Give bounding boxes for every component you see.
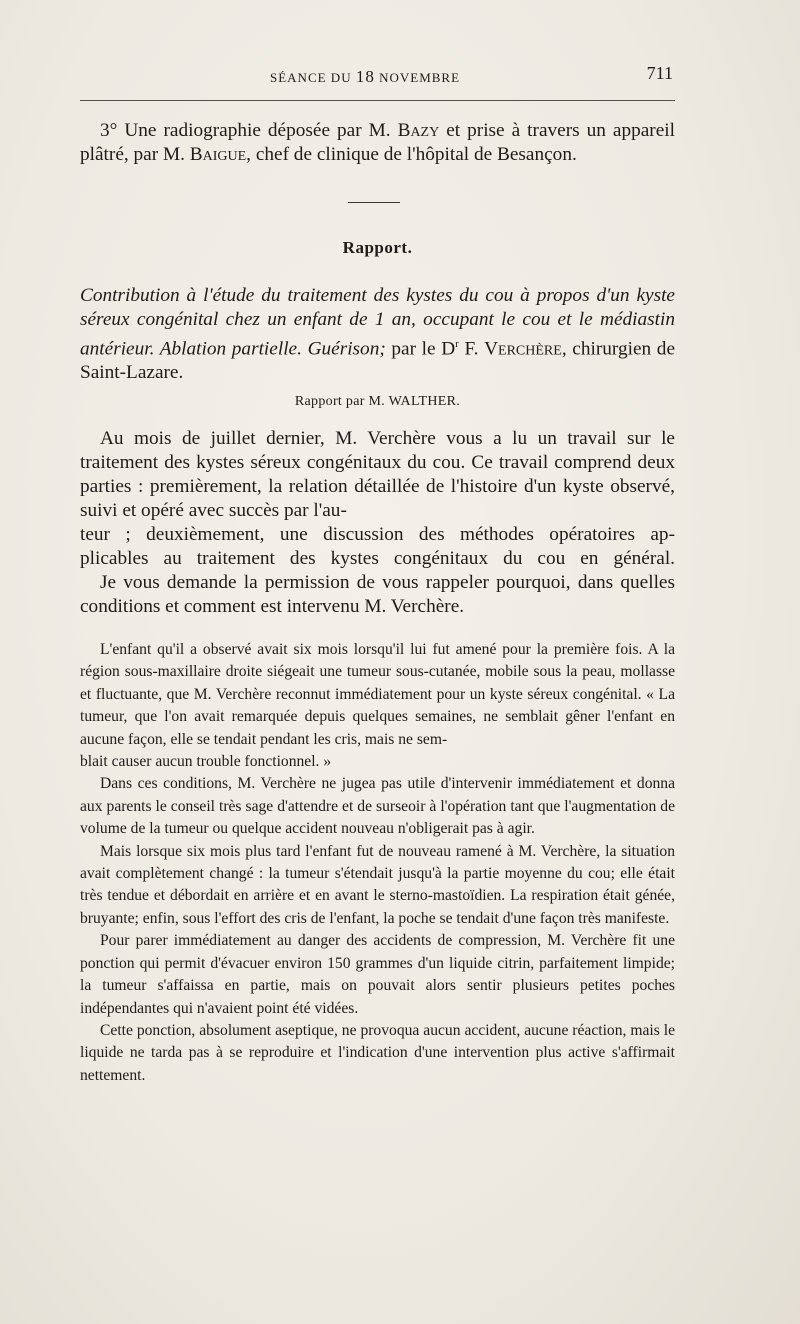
running-title	[270, 67, 460, 87]
case-paragraph-3: Mais lorsque six mois plus tard l'enfant fut de nouveau ramené à M. Verchère, la situation avait complètement changé : la tumeur s'étendait jusqu'à la partie moyenne du cou; elle était très tendue et débordait en arrière et en avant le sterno-mastoïdien. La respiration était génée, bruyante; enfin, sous l'effort des cris de l'enfant, la poche se tendait d'une façon très manifeste.	[80, 842, 675, 927]
item-3-text-start: 3° Une radiographie déposée par M.	[100, 120, 398, 141]
case-paragraph-4: Pour parer immédiatement au danger des accidents de compression, M. Verchère fit une ponction qui permit d'évacuer environ 150 grammes d'un liquide citrin, parfaitement limpide; la tumeur s'affaissa en partie, mais on pouvait alors sentir plusieurs petites poches indépendantes qui n'avaient point été vidées.	[80, 932, 675, 1017]
report-author-sup: r	[455, 338, 459, 350]
running-title-month: NOVEMBRE	[379, 70, 461, 85]
report-author-suffix: , chirurgien de Saint-Lazare.	[80, 338, 676, 384]
case-paragraph-1-end: blait causer aucun trouble fonctionnel. »	[80, 753, 332, 771]
page-header	[80, 63, 675, 89]
separator-rule	[348, 202, 400, 203]
case-paragraph-1: L'enfant qu'il a observé avait six mois lorsqu'il lui fut amené pour la première fois. A la région sous-maxillaire droite siégeait une tumeur sous-cutanée, mobile sous la peau, mollasse et fluctuante, que M. Verchère reconnut immédiatement pour un kyste séreux congénital. « La tumeur, que l'on avait remarquée depuis quelques semaines, ne semblait gêner l'enfant en aucune façon, elle se tendait pendant les cris, mais ne sem-	[80, 641, 675, 748]
report-author-prefix: par le D	[385, 338, 456, 360]
intro-paragraph-3: plicables au traitement des kystes congénitaux du cou en général.	[80, 548, 675, 569]
case-section	[80, 639, 675, 1087]
report-title	[80, 284, 675, 385]
item-3-name-bazy: Bazy	[397, 120, 440, 141]
case-paragraph-5: Cette ponction, absolument aseptique, ne provoqua aucun accident, aucune réaction, mais le liquide ne tarda pas à se reproduire et l'indication d'une intervention plus active s'affirmait nettement.	[80, 1021, 675, 1084]
report-title-italic: Contribution à l'étude du traitement des kystes du cou à propos d'un kyste séreux congénital chez un enfant de 1 an, occupant le cou et le médiastin antérieur. Ablation partielle. Guérison;	[80, 285, 675, 360]
report-author-name: Verchère	[484, 338, 562, 360]
header-rule	[80, 100, 675, 101]
case-paragraph-2: Dans ces conditions, M. Verchère ne jugea pas utile d'intervenir immédiatement et donna aux parents le conseil très sage d'attendre et de surseoir à l'opération tant que l'augmentation de volume de la tumeur ou quelque accident nouveau n'obligerait pas à agir.	[80, 775, 675, 838]
report-byline: Rapport par M. WALTHER.	[294, 394, 461, 409]
intro-section	[80, 427, 675, 619]
section-title: Rapport.	[342, 238, 413, 257]
item-3-text-mid: et prise à travers un appareil plâtré, par M.	[80, 120, 675, 165]
item-3-text-end: , chef de clinique de l'hôpital de Besançon.	[246, 144, 577, 165]
report-author-initial: F.	[458, 338, 485, 360]
item-3-paragraph	[80, 119, 675, 167]
page-number: 711	[646, 63, 673, 83]
running-title-day: 18	[355, 67, 375, 86]
intro-paragraph-4: Je vous demande la permission de vous rappeler pourquoi, dans quelles conditions et comment est intervenu M. Verchère.	[80, 572, 675, 617]
item-3-name-baigue: Baigue	[189, 144, 247, 165]
intro-paragraph-1: Au mois de juillet dernier, M. Verchère vous a lu un travail sur le traitement des kystes séreux congénitaux du cou. Ce travail comprend deux parties : premièrement, la relation détaillée de l'histoire d'un kyste observé, suivi et opéré avec succès par l'au-	[80, 428, 675, 521]
running-title-prefix: SÉANCE DU	[270, 70, 352, 85]
intro-paragraph-2: teur ; deuxièmement, une discussion des méthodes opératoires ap-	[80, 524, 675, 545]
